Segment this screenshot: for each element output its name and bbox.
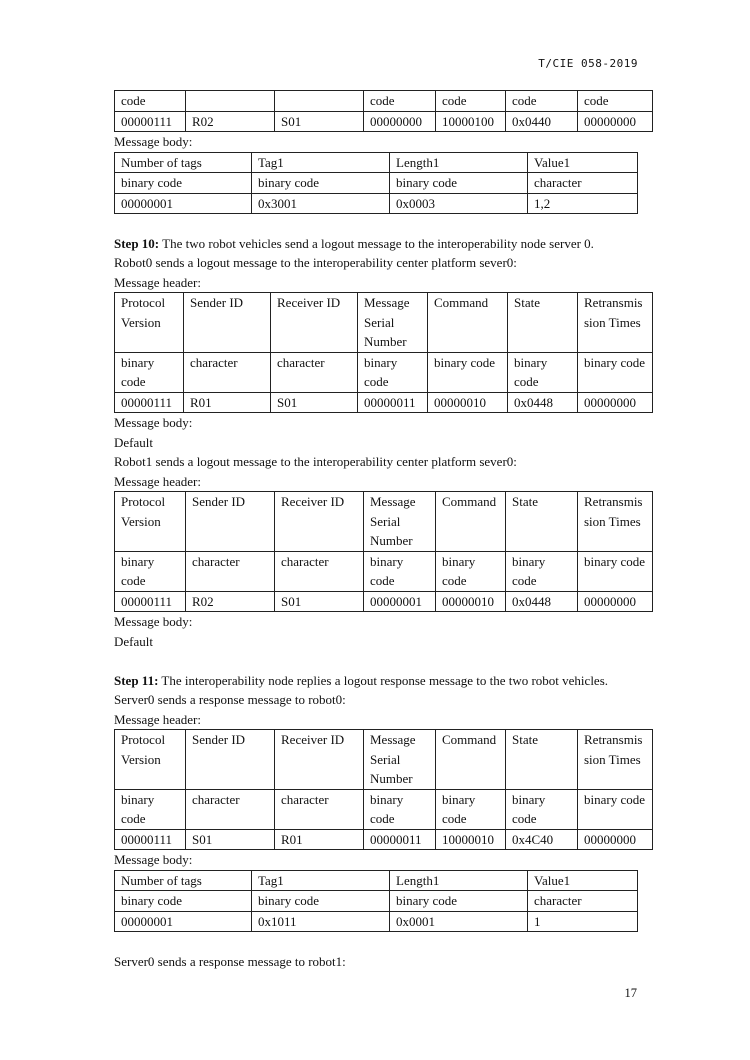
page-content (114, 90, 652, 971)
table-cell: State (508, 293, 578, 353)
table-cell: Message Serial Number (358, 293, 428, 353)
table-cell: binary code (436, 551, 506, 591)
robot0-logout-header-table (114, 292, 653, 413)
table-cell: State (506, 492, 578, 552)
table-cell: code (578, 91, 653, 112)
table-cell: character (186, 789, 275, 829)
table-cell: character (184, 352, 271, 392)
message-body-label: Message body: (114, 614, 193, 629)
table-cell: 0x0448 (506, 591, 578, 612)
table-cell: binary code (115, 789, 186, 829)
robot1-intro: Robot1 sends a logout message to the interoperability center platform sever0: (114, 454, 517, 469)
message-header-label: Message header: (114, 473, 201, 489)
table-cell: binary code (508, 352, 578, 392)
table-cell: Protocol Version (115, 730, 186, 790)
table-cell: binary code (390, 891, 528, 912)
table-cell: binary code (390, 173, 528, 194)
table-row (115, 111, 653, 132)
table-row (115, 91, 653, 112)
step-label: Step 11: (114, 672, 159, 688)
table-cell: binary code (436, 789, 506, 829)
table-cell: binary code (115, 173, 252, 194)
table-cell: code (115, 91, 186, 112)
message-body-label: Message body: (114, 852, 193, 867)
table-cell: S01 (271, 392, 358, 413)
table-cell: 0x0440 (506, 111, 578, 132)
table-cell (275, 91, 364, 112)
table-row (115, 152, 638, 173)
table-row (115, 193, 638, 214)
table-cell: character (271, 352, 358, 392)
table-cell: Command (436, 730, 506, 790)
message-body-value: Default (114, 434, 153, 450)
step-description: The interoperability node replies a logout response message to the two robot vehicles. (158, 672, 609, 688)
table-cell: character (186, 551, 275, 591)
table-cell (186, 91, 275, 112)
table-cell: 0x3001 (252, 193, 390, 214)
table-cell: 0x0448 (508, 392, 578, 413)
table-cell: binary code (115, 551, 186, 591)
table-cell: Command (436, 492, 506, 552)
table-cell: binary code (578, 789, 653, 829)
server0-robot0-intro: Server0 sends a response message to robot0: (114, 692, 346, 707)
message-header-label: Message header: (114, 711, 201, 727)
table-row (115, 352, 653, 392)
table-row (115, 173, 638, 194)
table-cell: Tag1 (252, 870, 390, 891)
table-cell: character (275, 551, 364, 591)
robot0-intro: Robot0 sends a logout message to the interoperability center platform sever0: (114, 255, 517, 270)
message-body-table (114, 152, 638, 215)
table-cell: binary code (506, 551, 578, 591)
table-cell: 0x1011 (252, 911, 390, 932)
table-cell: R02 (186, 111, 275, 132)
table-cell: Message Serial Number (364, 492, 436, 552)
message-body-label: Message body: (114, 415, 193, 430)
table-cell: 00000011 (358, 392, 428, 413)
table-cell: Retransmission Times (578, 293, 653, 353)
table-cell: 1 (528, 911, 638, 932)
table-cell: Length1 (390, 152, 528, 173)
table-cell: character (275, 789, 364, 829)
table-row (115, 591, 653, 612)
table-cell: Sender ID (186, 730, 275, 790)
table-cell: 00000000 (578, 591, 653, 612)
table-cell: binary code (578, 352, 653, 392)
table-cell: binary code (364, 551, 436, 591)
table-cell: 00000111 (115, 829, 186, 850)
table-cell: 0x0003 (390, 193, 528, 214)
server0-robot1-intro: Server0 sends a response message to robot1: (114, 953, 346, 969)
table-cell: 00000011 (364, 829, 436, 850)
message-body-value: Default (114, 633, 153, 649)
table-cell: character (528, 891, 638, 912)
table-cell: 00000111 (115, 591, 186, 612)
page-number: 17 (624, 986, 637, 1000)
table-cell: binary code (252, 173, 390, 194)
table-cell: S01 (275, 111, 364, 132)
table-cell: Protocol Version (115, 492, 186, 552)
table-cell: binary code (506, 789, 578, 829)
table-cell: binary code (358, 352, 428, 392)
table-cell: Sender ID (184, 293, 271, 353)
table-cell: Number of tags (115, 870, 252, 891)
server0-response-body-table (114, 870, 638, 933)
table-cell: binary code (115, 891, 252, 912)
table-cell: binary code (428, 352, 508, 392)
continued-header-table (114, 90, 653, 132)
table-row (115, 870, 638, 891)
table-cell: Receiver ID (271, 293, 358, 353)
step-description: The two robot vehicles send a logout message to the interoperability node server 0. (159, 235, 594, 251)
table-cell: Length1 (390, 870, 528, 891)
table-cell: Protocol Version (115, 293, 184, 353)
table-cell: 00000010 (436, 591, 506, 612)
message-header-label: Message header: (114, 274, 201, 290)
table-cell: Retransmission Times (578, 492, 653, 552)
table-cell: 00000001 (115, 911, 252, 932)
table-cell: S01 (186, 829, 275, 850)
table-cell: Command (428, 293, 508, 353)
server0-response-header-table (114, 729, 653, 850)
table-cell: binary code (364, 789, 436, 829)
table-row (115, 829, 653, 850)
table-cell: Value1 (528, 152, 638, 173)
table-cell: R01 (275, 829, 364, 850)
table-cell: Receiver ID (275, 492, 364, 552)
table-cell: S01 (275, 591, 364, 612)
table-row (115, 551, 653, 591)
table-row (115, 891, 638, 912)
table-cell: Number of tags (115, 152, 252, 173)
table-cell: 0x4C40 (506, 829, 578, 850)
table-cell: Value1 (528, 870, 638, 891)
table-row (115, 789, 653, 829)
table-cell: R01 (184, 392, 271, 413)
table-cell: 00000000 (364, 111, 436, 132)
table-cell: 00000111 (115, 111, 186, 132)
table-cell: code (506, 91, 578, 112)
step-label: Step 10: (114, 235, 160, 251)
table-cell: code (364, 91, 436, 112)
document-code: T/CIE 058-2019 (538, 57, 638, 70)
step-10-title (114, 234, 652, 254)
table-cell: 00000000 (578, 392, 653, 413)
table-cell: 00000001 (364, 591, 436, 612)
table-row (115, 492, 653, 552)
table-cell: Tag1 (252, 152, 390, 173)
table-cell: binary code (578, 551, 653, 591)
table-cell: Retransmission Times (578, 730, 653, 790)
table-cell: binary code (252, 891, 390, 912)
robot1-logout-header-table (114, 491, 653, 612)
table-cell: 00000111 (115, 392, 184, 413)
message-body-label: Message body: (114, 134, 193, 149)
table-cell: State (506, 730, 578, 790)
table-row (115, 911, 638, 932)
table-row (115, 293, 653, 353)
table-cell: 10000010 (436, 829, 506, 850)
step-11-title (114, 671, 652, 691)
table-cell: Receiver ID (275, 730, 364, 790)
table-cell: 1,2 (528, 193, 638, 214)
table-cell: 00000001 (115, 193, 252, 214)
table-cell: 10000100 (436, 111, 506, 132)
table-cell: 00000000 (578, 111, 653, 132)
table-cell: Message Serial Number (364, 730, 436, 790)
table-cell: 00000010 (428, 392, 508, 413)
table-cell: 00000000 (578, 829, 653, 850)
table-row (115, 730, 653, 790)
table-row (115, 392, 653, 413)
table-cell: binary code (115, 352, 184, 392)
table-cell: R02 (186, 591, 275, 612)
table-cell: Sender ID (186, 492, 275, 552)
table-cell: character (528, 173, 638, 194)
table-cell: 0x0001 (390, 911, 528, 932)
table-cell: code (436, 91, 506, 112)
